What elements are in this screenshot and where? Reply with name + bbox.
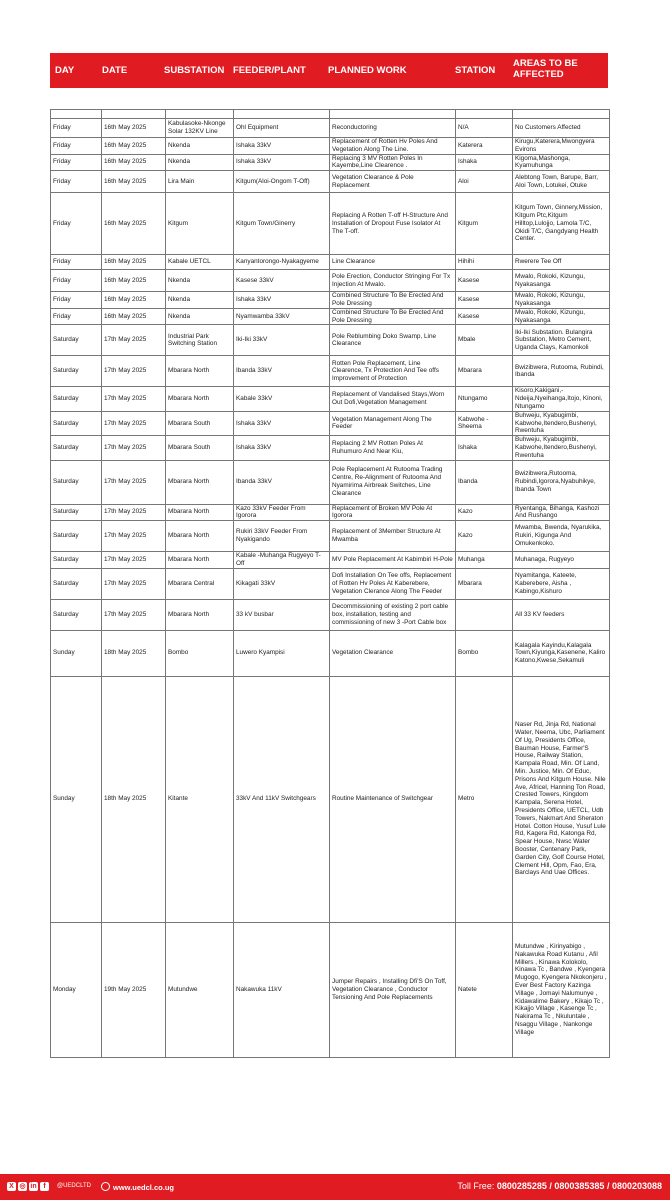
cell-areas: Bwizibwera, Rutooma, Rubindi, Ibanda bbox=[513, 356, 610, 387]
cell-areas: Kirugu,Katerera,Mwongyera Evirons bbox=[513, 138, 610, 155]
header-feeder-plant: FEEDER/PLANT bbox=[233, 65, 306, 76]
cell-planned-work: Replacement of Vandalised Stays,Worn Out Dofi,Vegetation Management bbox=[330, 387, 456, 411]
cell-substation: Mbarara North bbox=[166, 552, 234, 569]
cell-day: Saturday bbox=[51, 599, 102, 630]
cell-station: Kazo bbox=[456, 504, 513, 521]
cell-feeder: Ishaka 33kV bbox=[234, 138, 330, 155]
cell-planned-work: Replacement of Rotten Hv Poles And Vegetation Along The Line. bbox=[330, 138, 456, 155]
cell-areas: Rwerere Tee Off bbox=[513, 255, 610, 270]
cell-substation: Kabale UETCL bbox=[166, 255, 234, 270]
cell-substation: Bombo bbox=[166, 630, 234, 676]
cell-station: Ishaka bbox=[456, 154, 513, 171]
cell-planned-work: MV Pole Replacement At Kabimbiri H-Pole bbox=[330, 552, 456, 569]
cell-planned-work: Rotten Pole Replacement, Line Clearence, Tx Protection And Tee offs Improvement of Protection bbox=[330, 356, 456, 387]
cell-station: Katerera bbox=[456, 138, 513, 155]
cell-date: 18th May 2025 bbox=[102, 676, 166, 922]
cell-day: Saturday bbox=[51, 568, 102, 599]
toll-label: Toll Free: bbox=[457, 1181, 497, 1191]
header-day: DAY bbox=[55, 65, 75, 76]
cell-areas: Ryentanga, Bihanga, Kashozi And Rushango bbox=[513, 504, 610, 521]
cell-feeder: Kazo 33kV Feeder From Igorora bbox=[234, 504, 330, 521]
toll-free bbox=[457, 1181, 662, 1191]
footer-bar bbox=[0, 1174, 670, 1200]
schedule-table-body bbox=[51, 110, 610, 1058]
cell-date: 17th May 2025 bbox=[102, 521, 166, 552]
cell-date: 16th May 2025 bbox=[102, 193, 166, 255]
cell-station: Kasese bbox=[456, 292, 513, 309]
cell-planned-work: Jumper Repairs , Installing Dfi'S On Toff, Vegetation Clearance , Conductor Tensioning And Pole Replacements bbox=[330, 922, 456, 1057]
cell-areas: All 33 KV feeders bbox=[513, 599, 610, 630]
cell-day: Saturday bbox=[51, 436, 102, 460]
cell-feeder: Nyamwamba 33kV bbox=[234, 308, 330, 325]
cell-areas: Kalagala Kayindu,Kalagala Town,Kiyunga,Kasenene, Kaliro Katono,Kwese,Sekamuli bbox=[513, 630, 610, 676]
cell-day: Friday bbox=[51, 193, 102, 255]
table-row bbox=[51, 270, 610, 292]
cell-day: Saturday bbox=[51, 552, 102, 569]
cell-planned-work: Replacing A Rotten T-off H-Structure And Installation of Dropout Fuse Isolator At The T-off. bbox=[330, 193, 456, 255]
table-row bbox=[51, 154, 610, 171]
cell-planned-work: Line Clearance bbox=[330, 255, 456, 270]
cell-areas: Iki-Iki Substation. Bulangira Substation, Metro Cement, Uganda Clays, Kamonkoli bbox=[513, 325, 610, 356]
table-row bbox=[51, 599, 610, 630]
cell-date: 16th May 2025 bbox=[102, 308, 166, 325]
cell-substation: Kitante bbox=[166, 676, 234, 922]
table-row bbox=[51, 460, 610, 504]
table-row bbox=[51, 255, 610, 270]
cell-feeder: Rukiri 33kV Feeder From Nyakigando bbox=[234, 521, 330, 552]
cell-day: Friday bbox=[51, 255, 102, 270]
cell-feeder: Ishaka 33kV bbox=[234, 411, 330, 435]
cell-date: 17th May 2025 bbox=[102, 387, 166, 411]
table-row bbox=[51, 504, 610, 521]
cell-day: Friday bbox=[51, 292, 102, 309]
cell-areas: Kigoma,Mashonga, Kyamuhunga bbox=[513, 154, 610, 171]
cell-planned-work: Vegetation Clearance & Pole Replacement bbox=[330, 171, 456, 193]
cell-feeder: Iki-Iki 33kV bbox=[234, 325, 330, 356]
cell-areas: Mwalo, Rokoki, Kizungu, Nyakasanga bbox=[513, 270, 610, 292]
cell-station: Natete bbox=[456, 922, 513, 1057]
table-row bbox=[51, 138, 610, 155]
table-row bbox=[51, 325, 610, 356]
cell-station: Kabwohe - Sheema bbox=[456, 411, 513, 435]
website-link[interactable] bbox=[101, 1182, 174, 1192]
cell-substation: Nkenda bbox=[166, 292, 234, 309]
cell-date: 16th May 2025 bbox=[102, 292, 166, 309]
cell-substation: Mutundwe bbox=[166, 922, 234, 1057]
cell-areas: Buhweju, Kyabugimbi, Kabwohe,Itendero,Bushenyi, Rwentuha bbox=[513, 411, 610, 435]
cell-areas: Buhweju, Kyabugimbi, Kabwohe,Itendero,Bushenyi, Rwentuha bbox=[513, 436, 610, 460]
cell-planned-work: Pole Reblumbing Doko Swamp, Line Clearance bbox=[330, 325, 456, 356]
cell-station: Mbale bbox=[456, 325, 513, 356]
cell-date: 16th May 2025 bbox=[102, 255, 166, 270]
table-row bbox=[51, 676, 610, 922]
cell-station: Metro bbox=[456, 676, 513, 922]
cell-day: Saturday bbox=[51, 521, 102, 552]
cell-feeder: Ohl Equipment bbox=[234, 119, 330, 138]
cell-date: 18th May 2025 bbox=[102, 630, 166, 676]
cell-feeder: Ishaka 33kV bbox=[234, 292, 330, 309]
cell-date: 17th May 2025 bbox=[102, 599, 166, 630]
cell-day: Friday bbox=[51, 171, 102, 193]
cell-areas: No Customers Affected bbox=[513, 119, 610, 138]
cell-feeder: 33 kV busbar bbox=[234, 599, 330, 630]
cell-substation: Industrial Park Switching Station bbox=[166, 325, 234, 356]
table-row bbox=[51, 193, 610, 255]
cell-substation: Mbarara North bbox=[166, 356, 234, 387]
cell-feeder: Ibanda 33kV bbox=[234, 356, 330, 387]
cell-day: Friday bbox=[51, 308, 102, 325]
cell-planned-work: Decommissioning of existing 2 port cable box, installation, testing and commissioning of new 3 -Port Cable box bbox=[330, 599, 456, 630]
cell-station: Ishaka bbox=[456, 436, 513, 460]
cell-substation: Nkenda bbox=[166, 154, 234, 171]
cell-substation: Mbarara North bbox=[166, 599, 234, 630]
cell-substation: Kitgum bbox=[166, 193, 234, 255]
cell-planned-work: Pole Erection, Conductor Stringing For Tx Injection At Mwalo. bbox=[330, 270, 456, 292]
social-handle: @UEDCLTD bbox=[57, 1183, 91, 1189]
instagram-icon[interactable]: ◎ bbox=[19, 1183, 26, 1190]
cell-date: 16th May 2025 bbox=[102, 270, 166, 292]
cell-areas: Naser Rd, Jinja Rd, National Water, Neema, Ubc, Parliament Of Ug, Presidents Office, Bauman House, Farmer'S House, Railway Station, Kampala Road, Min. Of Land, Min. Justice, Min. Of Educ, Prisons And Kitgum House. Nile Ave, Africel, Hanning Ton Road, Crested Towers, Kingdom Kampala, Serena Hotel, Presidents Office, UETCL, Udb Towers, Nakmart And Sheraton Hotel. Cotton House, Yusuf Lule Rd, Kagera Rd, Katonga Rd, Spear House, Nwsc Water Booster, Centenary Park, Garden City, Golf Course Hotel, Clement Hill, Opm, Fao, Era, Barclays And Uae Offices. bbox=[513, 676, 610, 922]
x-icon[interactable]: X bbox=[7, 1182, 16, 1191]
cell-day: Saturday bbox=[51, 325, 102, 356]
cell-feeder: Ibanda 33kV bbox=[234, 460, 330, 504]
cell-station: Mbarara bbox=[456, 356, 513, 387]
cell-day: Friday bbox=[51, 119, 102, 138]
cell-station: Aloi bbox=[456, 171, 513, 193]
table-row bbox=[51, 411, 610, 435]
cell-feeder: Kabale 33kV bbox=[234, 387, 330, 411]
cell-date: 17th May 2025 bbox=[102, 504, 166, 521]
cell-areas: Mwamba, Bwenda, Nyarukika, Rukiri, Kigunga And Omukenkoko. bbox=[513, 521, 610, 552]
cell-substation: Mbarara North bbox=[166, 460, 234, 504]
header-planned-work: PLANNED WORK bbox=[328, 65, 407, 76]
cell-planned-work: Combined Structure To Be Erected And Pole Dressing bbox=[330, 308, 456, 325]
cell-day: Saturday bbox=[51, 504, 102, 521]
cell-station: N/A bbox=[456, 119, 513, 138]
cell-planned-work: Replacing 2 MV Rotten Poles At Ruhumuro And Near Kiu, bbox=[330, 436, 456, 460]
table-row bbox=[51, 568, 610, 599]
cell-day: Saturday bbox=[51, 387, 102, 411]
cell-date: 17th May 2025 bbox=[102, 411, 166, 435]
table-row bbox=[51, 552, 610, 569]
cell-substation: Mbarara South bbox=[166, 411, 234, 435]
cell-date: 16th May 2025 bbox=[102, 119, 166, 138]
cell-date: 17th May 2025 bbox=[102, 325, 166, 356]
cell-feeder: Luwero Kyampisi bbox=[234, 630, 330, 676]
table-row bbox=[51, 119, 610, 138]
cell-date: 16th May 2025 bbox=[102, 171, 166, 193]
cell-substation: Mbarara North bbox=[166, 387, 234, 411]
cell-station: Kasese bbox=[456, 308, 513, 325]
table-row bbox=[51, 387, 610, 411]
cell-planned-work: Routine Maintenance of Switchgear bbox=[330, 676, 456, 922]
cell-planned-work: Pole Replacement At Rutooma Trading Centre, Re-Alignment of Rutooma And Nyamirima Airbreak Switches, Line Clearance bbox=[330, 460, 456, 504]
globe-icon bbox=[101, 1182, 110, 1191]
table-row bbox=[51, 630, 610, 676]
cell-day: Saturday bbox=[51, 460, 102, 504]
toll-numbers: 0800285285 / 0800385385 / 0800203088 bbox=[496, 1181, 662, 1191]
header-station: STATION bbox=[455, 65, 496, 76]
cell-day: Saturday bbox=[51, 411, 102, 435]
cell-day: Friday bbox=[51, 154, 102, 171]
table-row bbox=[51, 922, 610, 1057]
table-header-bar bbox=[50, 53, 608, 88]
cell-planned-work: Reconductoring bbox=[330, 119, 456, 138]
cell-feeder: Kitgum Town/Ginerry bbox=[234, 193, 330, 255]
header-date: DATE bbox=[102, 65, 128, 76]
cell-station: Bombo bbox=[456, 630, 513, 676]
cell-substation: Lira Main bbox=[166, 171, 234, 193]
linkedin-icon[interactable]: in bbox=[30, 1183, 37, 1190]
cell-planned-work: Vegetation Management Along The Feeder bbox=[330, 411, 456, 435]
table-row bbox=[51, 171, 610, 193]
cell-areas: Mwalo, Rokoki, Kizungu, Nyakasanga bbox=[513, 308, 610, 325]
table-row bbox=[51, 292, 610, 309]
cell-date: 17th May 2025 bbox=[102, 460, 166, 504]
cell-planned-work: Replacement of 3Member Structure At Mwamba bbox=[330, 521, 456, 552]
cell-substation: Mbarara North bbox=[166, 504, 234, 521]
cell-date: 17th May 2025 bbox=[102, 552, 166, 569]
cell-day: Friday bbox=[51, 270, 102, 292]
cell-planned-work: Replacement of Broken MV Pole At Igorora bbox=[330, 504, 456, 521]
cell-date: 17th May 2025 bbox=[102, 568, 166, 599]
cell-station: Ntungamo bbox=[456, 387, 513, 411]
cell-substation: Kabulasoke-Nkonge Solar 132KV Line bbox=[166, 119, 234, 138]
facebook-icon[interactable]: f bbox=[40, 1182, 49, 1191]
spacer-row bbox=[51, 110, 610, 119]
table-row bbox=[51, 521, 610, 552]
cell-areas: Muhanaga, Rugyeyo bbox=[513, 552, 610, 569]
table-row bbox=[51, 308, 610, 325]
cell-areas: Alebtong Town, Barupe, Barr, Aloi Town, Lotukei, Otuke bbox=[513, 171, 610, 193]
cell-station: Muhanga bbox=[456, 552, 513, 569]
cell-planned-work: Combined Structure To Be Erected And Pole Dressing bbox=[330, 292, 456, 309]
cell-feeder: Kitgum(Aloi-Ongom T-Off) bbox=[234, 171, 330, 193]
cell-day: Monday bbox=[51, 922, 102, 1057]
cell-substation: Mbarara South bbox=[166, 436, 234, 460]
cell-feeder: Kabale -Muhanga Rugyeyo T-Off bbox=[234, 552, 330, 569]
cell-date: 16th May 2025 bbox=[102, 154, 166, 171]
table-row bbox=[51, 356, 610, 387]
cell-areas: Mutundwe , Kirinyabigo , Nakawuka Road Kutanu , Afil Millers , Kinawa Kolokolo, Kinawa Tc , Bandwe , Kyengera Mugogo, Kyengera Nkokonjeru , Ever Best Factory Kazinga Village , Jomayi Nalumunye , Kidawalime Bakery , Kikajo Tc , Kikajjo Village , Kasenge Tc , Nakirama Tc , Nkuluntale , Nsaggu Village , Nankonge Village bbox=[513, 922, 610, 1057]
cell-day: Sunday bbox=[51, 676, 102, 922]
cell-planned-work: Vegetation Clearance bbox=[330, 630, 456, 676]
cell-date: 19th May 2025 bbox=[102, 922, 166, 1057]
cell-feeder: Ishaka 33kV bbox=[234, 436, 330, 460]
cell-feeder: Nakawuka 11kV bbox=[234, 922, 330, 1057]
cell-date: 17th May 2025 bbox=[102, 356, 166, 387]
cell-feeder: Kikagati 33kV bbox=[234, 568, 330, 599]
cell-feeder: 33kV And 11kV Switchgears bbox=[234, 676, 330, 922]
cell-station: Ibanda bbox=[456, 460, 513, 504]
cell-planned-work: Dofi Installation On Tee offs, Replacement of Rotten Hv Poles At Kaberebere, Vegetation Clerance Along The Feeder bbox=[330, 568, 456, 599]
cell-areas: Bwizibwera,Rutooma, Rubindi,Igorora,Nyabuhikye, Ibanda Town bbox=[513, 460, 610, 504]
cell-station: Kazo bbox=[456, 521, 513, 552]
cell-areas: Mwalo, Rokoki, Kizungu, Nyakasanga bbox=[513, 292, 610, 309]
header-substation: SUBSTATION bbox=[164, 65, 225, 76]
cell-station: Kasese bbox=[456, 270, 513, 292]
header-areas-affected: AREAS TO BE AFFECTED bbox=[513, 58, 578, 80]
website-text: www.uedcl.co.ug bbox=[113, 1183, 174, 1192]
cell-areas: Kitgum Town, Ginnery,Mission, Kitgum Ptc,Kitgum Hilltop,Lulojjo, Lamola T/C, Okidi T/C, Gangdyang Health Center. bbox=[513, 193, 610, 255]
cell-substation: Mbarara North bbox=[166, 521, 234, 552]
cell-day: Friday bbox=[51, 138, 102, 155]
cell-substation: Nkenda bbox=[166, 138, 234, 155]
cell-feeder: Ishaka 33kV bbox=[234, 154, 330, 171]
schedule-table bbox=[50, 109, 610, 1058]
cell-feeder: Kasese 33kV bbox=[234, 270, 330, 292]
cell-substation: Nkenda bbox=[166, 270, 234, 292]
cell-station bbox=[456, 599, 513, 630]
cell-day: Sunday bbox=[51, 630, 102, 676]
cell-station: Mbarara bbox=[456, 568, 513, 599]
cell-feeder: Kanyantorongo-Nyakagyeme bbox=[234, 255, 330, 270]
cell-substation: Nkenda bbox=[166, 308, 234, 325]
cell-planned-work: Replacing 3 MV Rotten Poles In Kayembe,Line Clearence . bbox=[330, 154, 456, 171]
cell-day: Saturday bbox=[51, 356, 102, 387]
cell-station: Hihihi bbox=[456, 255, 513, 270]
table-row bbox=[51, 436, 610, 460]
cell-substation: Mbarara Central bbox=[166, 568, 234, 599]
cell-station: Kitgum bbox=[456, 193, 513, 255]
cell-areas: Kisoro,Kakigani,-Ndeija,Nyeihanga,Itojo, Kinoni, Ntungamo bbox=[513, 387, 610, 411]
cell-areas: Nyamitanga, Kateete, Kaberebere, Aisha , Kabingo,Kishuro bbox=[513, 568, 610, 599]
cell-date: 16th May 2025 bbox=[102, 138, 166, 155]
cell-date: 17th May 2025 bbox=[102, 436, 166, 460]
